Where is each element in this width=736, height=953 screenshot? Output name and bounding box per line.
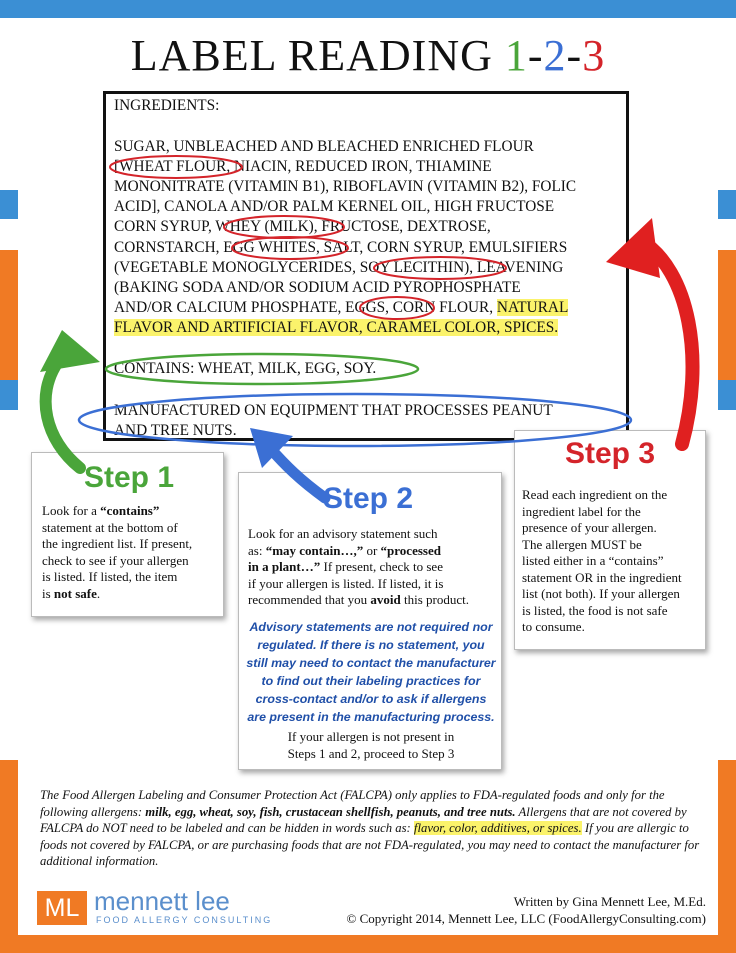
- step-3-line: The allergen MUST be: [522, 536, 642, 552]
- title-number-2: 2: [543, 31, 567, 80]
- advisory-note-line: regulated. If there is no statement, you: [257, 638, 485, 652]
- step-1-contains: “contains”: [100, 503, 160, 518]
- proceed-line: If your allergen is not present in: [287, 729, 455, 744]
- highlighted-natural: NATURAL: [496, 299, 569, 316]
- step-1-line: statement at the bottom of: [42, 519, 178, 535]
- step-3-line: list (not both). If your allergen: [522, 586, 680, 601]
- title-dash: -: [566, 31, 583, 80]
- ingredients-heading: INGREDIENTS:: [114, 97, 220, 114]
- step-1-line: the ingredient list. If present,: [42, 536, 193, 551]
- step-3-title: Step 3: [565, 437, 656, 470]
- logo-name: mennett lee: [94, 886, 230, 916]
- advisory-note-line: Advisory statements are not required nor: [249, 620, 493, 634]
- ingredient-line-8: (BAKING SODA AND/OR SODIUM ACID PYROPHOSPHATE: [114, 279, 521, 296]
- step-3-line: to consume.: [522, 619, 585, 634]
- advisory-note-line: still may need to contact the manufacturer: [246, 656, 496, 670]
- advisory-note-line: cross-contact and/or to ask if allergens: [255, 692, 487, 706]
- footnote-text: The Food Allergen Labeling and Consumer Protection Act (FALCPA) only applies to FDA-regulated foods and only for the following allergens:: [40, 788, 665, 819]
- ingredient-line-3: MONONITRATE (VITAMIN B1), RIBOFLAVIN (VITAMIN B2), FOLIC: [114, 178, 577, 195]
- step-1-title: Step 1: [84, 461, 175, 494]
- step-1-line: [42, 503, 192, 520]
- step-1-not-safe: not safe: [53, 585, 97, 601]
- step-2-may-contain: “may contain…,”: [265, 542, 364, 558]
- step-1-text: [42, 503, 192, 602]
- footnote-hidden-words: flavor, color, additives, or spices.: [413, 821, 582, 836]
- page-title: [0, 30, 736, 81]
- ingredient-line-9: [114, 298, 568, 318]
- step-2-line: if your allergen is listed. If listed, it is: [248, 575, 444, 591]
- footnote-text: If you are allergic to foods not covered by FALCPA, or are purchasing foods that are not FDA-regulated, you may need to contact the manufacturer for additional information.: [40, 821, 700, 869]
- ingredient-line-9-text: AND/OR CALCIUM PHOSPHATE, EGGS, CORN FLOUR,: [114, 299, 497, 316]
- step-3-line: listed either in a “contains”: [522, 553, 664, 568]
- advisory-note: [246, 618, 496, 726]
- step-2-text-part: as:: [248, 542, 266, 558]
- copyright-notice: © Copyright 2014, Mennett Lee, LLC (FoodAllergyConsulting.com): [346, 911, 706, 926]
- step-2-text-part: recommended that you: [248, 592, 371, 607]
- step-2-in-a-plant: in a plant…”: [248, 559, 321, 574]
- logo-subtitle: FOOD ALLERGY CONSULTING: [96, 915, 273, 925]
- contains-statement: CONTAINS: WHEAT, MILK, EGG, SOY.: [114, 360, 377, 377]
- title-dash: -: [527, 31, 544, 80]
- step-1-text-part: .: [96, 585, 101, 601]
- step-3-text: [522, 487, 682, 636]
- advisory-statement-1: MANUFACTURED ON EQUIPMENT THAT PROCESSES PEANUT: [114, 402, 553, 419]
- advisory-note-line: to find out their labeling practices for: [261, 674, 481, 688]
- step-2-title: Step 2: [323, 482, 414, 515]
- title-number-3: 3: [582, 31, 606, 80]
- step-1-line: [42, 586, 192, 603]
- step-2-line: Look for an advisory statement such: [248, 526, 438, 541]
- step-2-processed: “processed: [380, 542, 441, 558]
- title-text: LABEL READING: [130, 31, 505, 80]
- ingredient-line-4: ACID], CANOLA AND/OR PALM KERNEL OIL, HIGH FRUCTOSE: [114, 198, 555, 215]
- footnote-text: Allergens that are not covered by FALCPA do NOT need to be labeled and can be hidden in words such as:: [40, 804, 687, 836]
- ingredient-line-7: (VEGETABLE MONOGLYCERIDES, SOY LECITHIN), LEAVENING: [114, 259, 564, 276]
- step-3-line: Read each ingredient on the: [522, 487, 668, 502]
- step-3-line: presence of your allergen.: [522, 520, 657, 535]
- ingredient-line-5: CORN SYRUP, WHEY (MILK), FRUCTOSE, DEXTROSE,: [114, 218, 491, 235]
- top-blue-band: [0, 0, 736, 18]
- step-3-line: statement OR in the ingredient: [522, 569, 682, 585]
- step-2-avoid: avoid: [370, 592, 401, 607]
- author-credit: Written by Gina Mennett Lee, M.Ed.: [513, 894, 706, 909]
- ingredient-line-6: CORNSTARCH, EGG WHITES, SALT, CORN SYRUP, EMULSIFIERS: [114, 239, 568, 256]
- step-2-line: [248, 559, 469, 576]
- ingredient-line-1: SUGAR, UNBLEACHED AND BLEACHED ENRICHED FLOUR: [114, 138, 534, 155]
- step-1-text-part: is: [42, 585, 54, 601]
- title-number-1: 1: [504, 31, 528, 80]
- step-2-text-part: or: [363, 542, 381, 558]
- step-3-line: is listed, the food is not safe: [522, 602, 668, 618]
- proceed-line: Steps 1 and 2, proceed to Step 3: [287, 745, 455, 761]
- footnote-allergens: milk, egg, wheat, soy, fish, crustacean shellfish, peanuts, and tree nuts.: [145, 804, 516, 819]
- step-2-text-part: If present, check to see: [320, 559, 443, 574]
- step-3-line: ingredient label for the: [522, 503, 641, 519]
- advisory-note-line: are present in the manufacturing process.: [247, 710, 495, 724]
- proceed-to-step-3: [240, 729, 502, 762]
- step-1-line: is listed. If listed, the item: [42, 569, 178, 584]
- highlighted-flavors: FLAVOR AND ARTIFICIAL FLAVOR, CARAMEL COLOR, SPICES.: [114, 319, 559, 336]
- advisory-statement-2: AND TREE NUTS.: [114, 422, 237, 439]
- falcpa-footnote: [40, 787, 704, 870]
- ingredient-line-2: [WHEAT FLOUR, NIACIN, REDUCED IRON, THIAMINE: [114, 158, 492, 175]
- step-2-text-part: this product.: [400, 592, 469, 607]
- logo-mark: ML: [37, 891, 87, 925]
- step-1-text-part: Look for a: [42, 503, 101, 518]
- step-2-line: [248, 543, 469, 560]
- step-2-text: [248, 526, 469, 609]
- step-2-line: [248, 592, 469, 609]
- step-1-line: check to see if your allergen: [42, 552, 189, 568]
- ingredient-line-10: [114, 318, 558, 338]
